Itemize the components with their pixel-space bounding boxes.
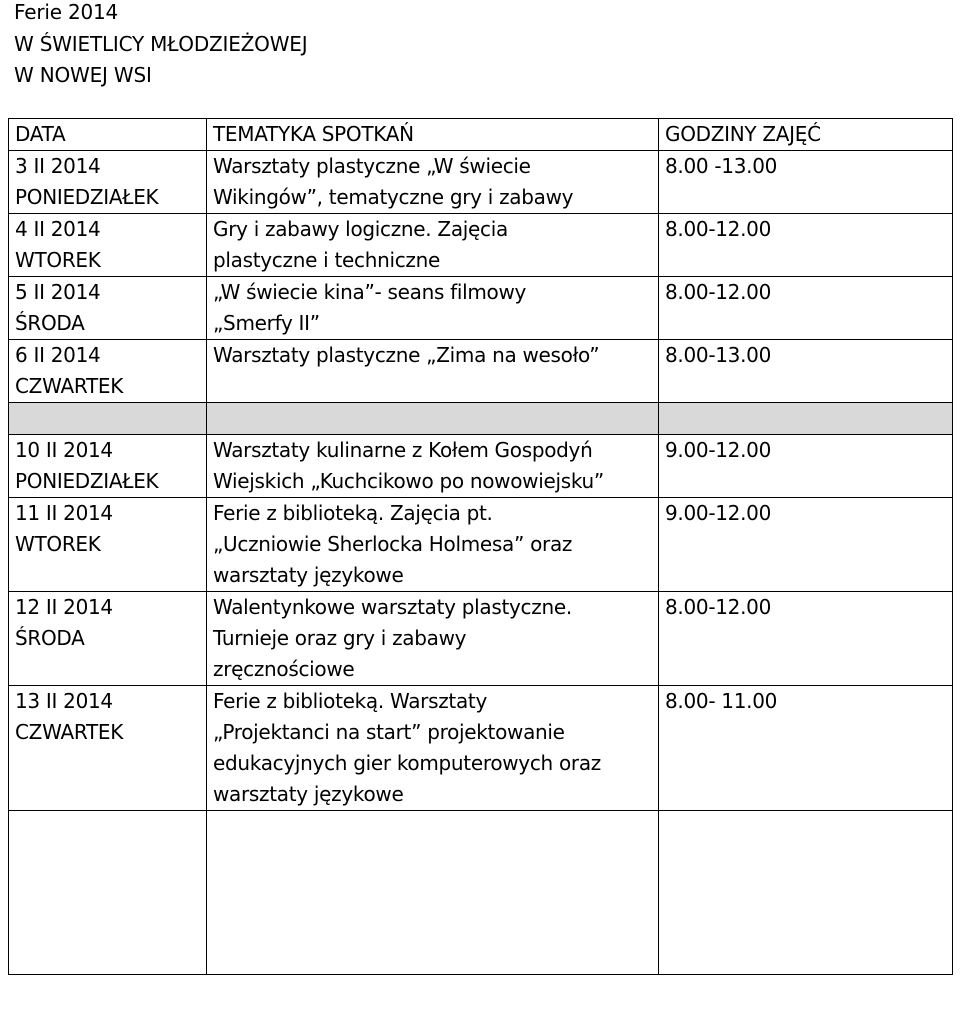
date-cell: 3 II 2014 PONIEDZIAŁEK xyxy=(9,151,207,214)
topic-cell: Warsztaty plastyczne „Zima na wesoło” xyxy=(207,340,659,403)
schedule-table xyxy=(8,118,953,975)
empty-cell xyxy=(9,811,207,975)
table-header-row xyxy=(9,119,953,151)
date-cell: 13 II 2014 CZWARTEK xyxy=(9,686,207,811)
empty-row xyxy=(9,811,953,975)
table-row xyxy=(9,277,953,340)
hours-cell: 8.00-12.00 xyxy=(659,592,953,686)
table-row xyxy=(9,214,953,277)
topic-cell: Warsztaty plastyczne „W świecie Wikingów”, tematyczne gry i zabawy xyxy=(207,151,659,214)
hours-cell: 8.00-12.00 xyxy=(659,277,953,340)
table-row xyxy=(9,592,953,686)
separator-cell xyxy=(9,403,207,435)
date-cell: 6 II 2014 CZWARTEK xyxy=(9,340,207,403)
table-row xyxy=(9,340,953,403)
column-header-hours: GODZINY ZAJĘĆ xyxy=(659,119,953,151)
date-cell: 10 II 2014 PONIEDZIAŁEK xyxy=(9,435,207,498)
document-title xyxy=(14,0,307,92)
topic-cell: Gry i zabawy logiczne. Zajęcia plastyczne i techniczne xyxy=(207,214,659,277)
hours-cell: 9.00-12.00 xyxy=(659,498,953,592)
date-cell: 11 II 2014 WTOREK xyxy=(9,498,207,592)
table-row xyxy=(9,435,953,498)
hours-cell: 8.00 -13.00 xyxy=(659,151,953,214)
title-line-2: W ŚWIETLICY MŁODZIEŻOWEJ xyxy=(14,31,308,56)
hours-cell: 8.00-13.00 xyxy=(659,340,953,403)
separator-cell xyxy=(659,403,953,435)
topic-cell: Ferie z biblioteką. Zajęcia pt. „Uczniowie Sherlocka Holmesa” oraz warsztaty językowe xyxy=(207,498,659,592)
hours-cell: 8.00- 11.00 xyxy=(659,686,953,811)
column-header-topic: TEMATYKA SPOTKAŃ xyxy=(207,119,659,151)
topic-cell: Walentynkowe warsztaty plastyczne. Turnieje oraz gry i zabawy zręcznościowe xyxy=(207,592,659,686)
title-line-1: Ferie 2014 xyxy=(14,0,119,24)
empty-cell xyxy=(659,811,953,975)
date-cell: 5 II 2014 ŚRODA xyxy=(9,277,207,340)
table-row xyxy=(9,498,953,592)
column-header-date: DATA xyxy=(9,119,207,151)
table-row xyxy=(9,686,953,811)
empty-cell xyxy=(207,811,659,975)
title-line-3: W NOWEJ WSI xyxy=(14,63,152,87)
week-separator-row xyxy=(9,403,953,435)
table-row xyxy=(9,151,953,214)
topic-cell: „W świecie kina”- seans filmowy „Smerfy II” xyxy=(207,277,659,340)
hours-cell: 9.00-12.00 xyxy=(659,435,953,498)
date-cell: 12 II 2014 ŚRODA xyxy=(9,592,207,686)
date-cell: 4 II 2014 WTOREK xyxy=(9,214,207,277)
separator-cell xyxy=(207,403,659,435)
topic-cell: Warsztaty kulinarne z Kołem Gospodyń Wiejskich „Kuchcikowo po nowowiejsku” xyxy=(207,435,659,498)
topic-cell: Ferie z biblioteką. Warsztaty „Projektanci na start” projektowanie edukacyjnych gier komputerowych oraz warsztaty językowe xyxy=(207,686,659,811)
hours-cell: 8.00-12.00 xyxy=(659,214,953,277)
